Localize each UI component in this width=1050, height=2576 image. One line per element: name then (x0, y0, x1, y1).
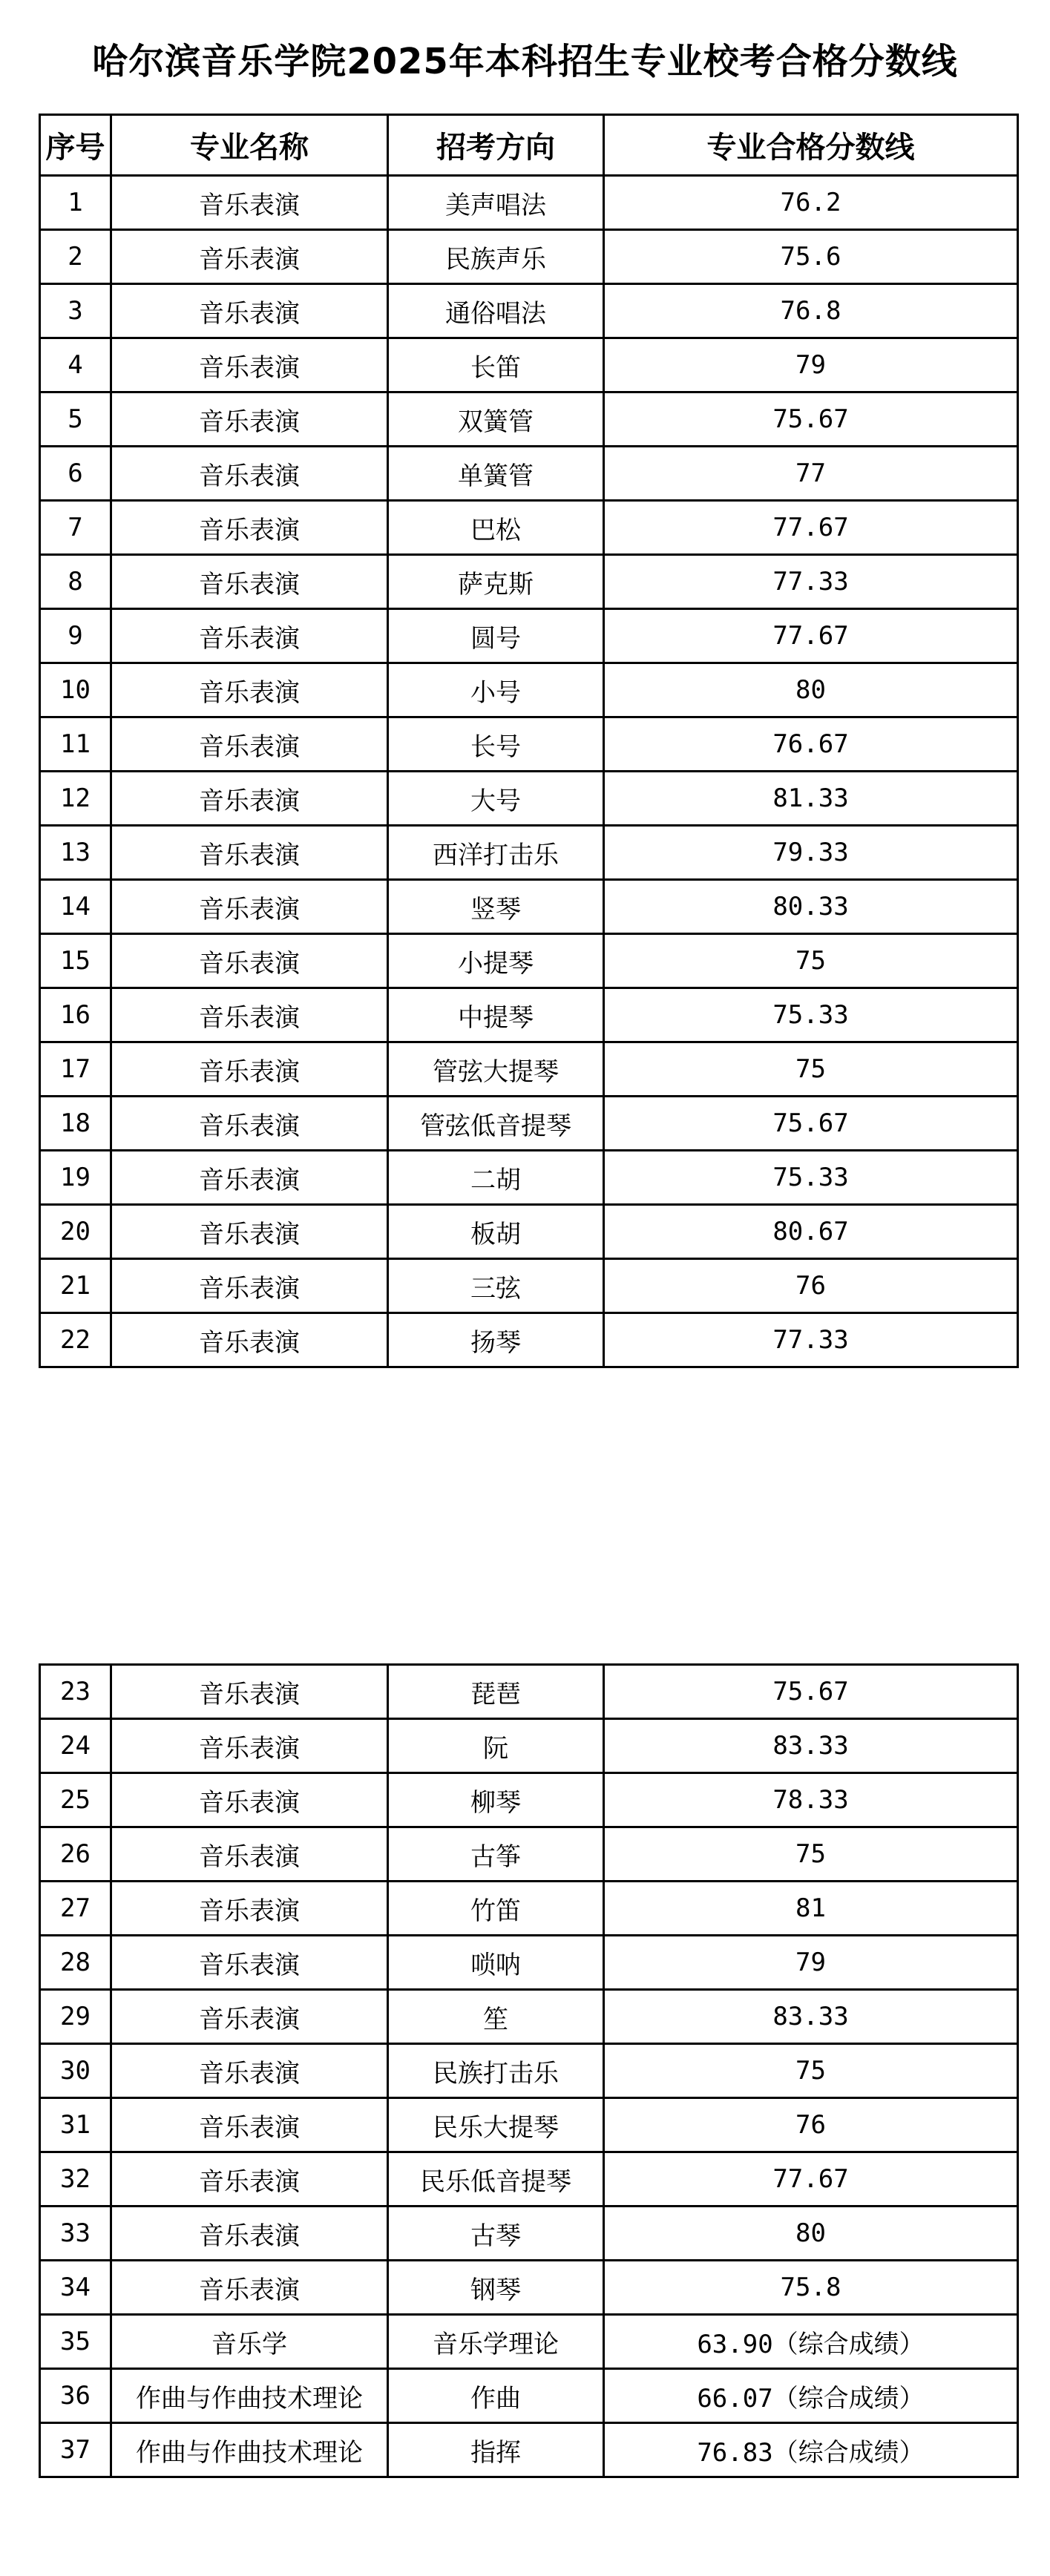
row-index: 26 (40, 1827, 111, 1882)
passing-score: 77.33 (604, 555, 1018, 609)
major-name: 音乐表演 (111, 1882, 388, 1936)
major-name: 音乐表演 (111, 663, 388, 717)
passing-score: 83.33 (604, 1990, 1018, 2044)
major-name: 音乐表演 (111, 338, 388, 392)
table-row (40, 501, 1018, 555)
table-row (40, 1990, 1018, 2044)
row-index: 21 (40, 1259, 111, 1313)
exam-direction: 双簧管 (388, 392, 604, 447)
exam-direction: 圆号 (388, 609, 604, 663)
table-row (40, 284, 1018, 338)
row-index: 30 (40, 2044, 111, 2098)
row-index: 7 (40, 501, 111, 555)
major-name: 音乐表演 (111, 284, 388, 338)
table-row (40, 1313, 1018, 1367)
exam-direction: 通俗唱法 (388, 284, 604, 338)
major-name: 音乐表演 (111, 2152, 388, 2207)
passing-score: 77.67 (604, 501, 1018, 555)
passing-score: 76.2 (604, 176, 1018, 230)
row-index: 22 (40, 1313, 111, 1367)
row-index: 10 (40, 663, 111, 717)
row-index: 11 (40, 717, 111, 772)
table-row (40, 555, 1018, 609)
exam-direction: 中提琴 (388, 988, 604, 1042)
table-row (40, 1827, 1018, 1882)
major-name: 音乐表演 (111, 447, 388, 501)
exam-direction: 民乐大提琴 (388, 2098, 604, 2152)
passing-score: 80.33 (604, 880, 1018, 934)
passing-score: 77 (604, 447, 1018, 501)
table-row (40, 230, 1018, 284)
exam-direction: 长笛 (388, 338, 604, 392)
passing-score: 75 (604, 1827, 1018, 1882)
document-title: 哈尔滨音乐学院2025年本科招生专业校考合格分数线 (92, 41, 958, 82)
major-name: 音乐表演 (111, 988, 388, 1042)
table-header-row (40, 115, 1018, 176)
exam-direction: 管弦大提琴 (388, 1042, 604, 1097)
major-name: 音乐表演 (111, 717, 388, 772)
row-index: 9 (40, 609, 111, 663)
exam-direction: 民族打击乐 (388, 2044, 604, 2098)
table-row (40, 1042, 1018, 1097)
passing-score: 63.90（综合成绩） (604, 2315, 1018, 2369)
row-index: 29 (40, 1990, 111, 2044)
passing-score: 80 (604, 663, 1018, 717)
row-index: 15 (40, 934, 111, 988)
exam-direction: 民族声乐 (388, 230, 604, 284)
row-index: 6 (40, 447, 111, 501)
passing-score: 66.07（综合成绩） (604, 2369, 1018, 2423)
exam-direction: 笙 (388, 1990, 604, 2044)
major-name: 音乐表演 (111, 1936, 388, 1990)
table-row (40, 392, 1018, 447)
major-name: 音乐表演 (111, 2207, 388, 2261)
passing-score: 77.33 (604, 1313, 1018, 1367)
table-row (40, 826, 1018, 880)
passing-score: 80.67 (604, 1205, 1018, 1259)
major-name: 音乐表演 (111, 230, 388, 284)
row-index: 19 (40, 1151, 111, 1205)
exam-direction: 古筝 (388, 1827, 604, 1882)
row-index: 27 (40, 1882, 111, 1936)
row-index: 3 (40, 284, 111, 338)
row-index: 2 (40, 230, 111, 284)
passing-score: 75.67 (604, 392, 1018, 447)
table-row (40, 176, 1018, 230)
passing-score: 77.67 (604, 2152, 1018, 2207)
row-index: 14 (40, 880, 111, 934)
row-index: 17 (40, 1042, 111, 1097)
major-name: 音乐表演 (111, 1665, 388, 1719)
exam-direction: 竖琴 (388, 880, 604, 934)
exam-direction: 美声唱法 (388, 176, 604, 230)
table-row (40, 2369, 1018, 2423)
passing-score: 75.67 (604, 1097, 1018, 1151)
passing-score: 77.67 (604, 609, 1018, 663)
exam-direction: 西洋打击乐 (388, 826, 604, 880)
passing-score: 76.8 (604, 284, 1018, 338)
exam-direction: 民乐低音提琴 (388, 2152, 604, 2207)
major-name: 音乐表演 (111, 826, 388, 880)
table-row (40, 2207, 1018, 2261)
row-index: 37 (40, 2423, 111, 2477)
major-name: 音乐表演 (111, 1990, 388, 2044)
table-row (40, 1665, 1018, 1719)
exam-direction: 二胡 (388, 1151, 604, 1205)
table-row (40, 1936, 1018, 1990)
passing-score: 75.67 (604, 1665, 1018, 1719)
major-name: 音乐表演 (111, 392, 388, 447)
major-name: 音乐表演 (111, 1773, 388, 1827)
exam-direction: 扬琴 (388, 1313, 604, 1367)
table-row (40, 1773, 1018, 1827)
major-name: 作曲与作曲技术理论 (111, 2369, 388, 2423)
major-name: 音乐表演 (111, 1205, 388, 1259)
passing-score: 76.67 (604, 717, 1018, 772)
row-index: 32 (40, 2152, 111, 2207)
table-row (40, 1151, 1018, 1205)
major-name: 音乐表演 (111, 2098, 388, 2152)
exam-direction: 单簧管 (388, 447, 604, 501)
row-index: 8 (40, 555, 111, 609)
header-index: 序号 (40, 115, 111, 176)
row-index: 28 (40, 1936, 111, 1990)
exam-direction: 长号 (388, 717, 604, 772)
row-index: 4 (40, 338, 111, 392)
table-row (40, 1719, 1018, 1773)
score-table-page-2 (39, 1663, 1019, 2478)
exam-direction: 巴松 (388, 501, 604, 555)
table-row (40, 1097, 1018, 1151)
row-index: 24 (40, 1719, 111, 1773)
exam-direction: 板胡 (388, 1205, 604, 1259)
passing-score: 79 (604, 1936, 1018, 1990)
major-name: 音乐表演 (111, 1719, 388, 1773)
table-row (40, 1882, 1018, 1936)
table-row (40, 663, 1018, 717)
major-name: 音乐表演 (111, 2044, 388, 2098)
exam-direction: 柳琴 (388, 1773, 604, 1827)
exam-direction: 小号 (388, 663, 604, 717)
row-index: 36 (40, 2369, 111, 2423)
major-name: 音乐学 (111, 2315, 388, 2369)
row-index: 25 (40, 1773, 111, 1827)
table-row (40, 609, 1018, 663)
exam-direction: 竹笛 (388, 1882, 604, 1936)
table-row (40, 988, 1018, 1042)
row-index: 13 (40, 826, 111, 880)
major-name: 音乐表演 (111, 555, 388, 609)
passing-score: 81 (604, 1882, 1018, 1936)
passing-score: 75.6 (604, 230, 1018, 284)
exam-direction: 指挥 (388, 2423, 604, 2477)
exam-direction: 阮 (388, 1719, 604, 1773)
passing-score: 79.33 (604, 826, 1018, 880)
row-index: 35 (40, 2315, 111, 2369)
major-name: 音乐表演 (111, 1097, 388, 1151)
passing-score: 75 (604, 2044, 1018, 2098)
passing-score: 78.33 (604, 1773, 1018, 1827)
header-major: 专业名称 (111, 115, 388, 176)
major-name: 音乐表演 (111, 2261, 388, 2315)
row-index: 34 (40, 2261, 111, 2315)
table-row (40, 2044, 1018, 2098)
row-index: 1 (40, 176, 111, 230)
table-row (40, 2261, 1018, 2315)
passing-score: 75.33 (604, 1151, 1018, 1205)
row-index: 5 (40, 392, 111, 447)
exam-direction: 作曲 (388, 2369, 604, 2423)
table-row (40, 934, 1018, 988)
passing-score: 81.33 (604, 772, 1018, 826)
major-name: 音乐表演 (111, 772, 388, 826)
table-row (40, 880, 1018, 934)
major-name: 音乐表演 (111, 1151, 388, 1205)
table-row (40, 1205, 1018, 1259)
major-name: 作曲与作曲技术理论 (111, 2423, 388, 2477)
table-row (40, 717, 1018, 772)
exam-direction: 萨克斯 (388, 555, 604, 609)
row-index: 33 (40, 2207, 111, 2261)
table-row (40, 1259, 1018, 1313)
row-index: 12 (40, 772, 111, 826)
exam-direction: 古琴 (388, 2207, 604, 2261)
passing-score: 76.83（综合成绩） (604, 2423, 1018, 2477)
major-name: 音乐表演 (111, 176, 388, 230)
row-index: 31 (40, 2098, 111, 2152)
table-row (40, 2152, 1018, 2207)
passing-score: 75.33 (604, 988, 1018, 1042)
passing-score: 76 (604, 1259, 1018, 1313)
exam-direction: 三弦 (388, 1259, 604, 1313)
exam-direction: 小提琴 (388, 934, 604, 988)
row-index: 18 (40, 1097, 111, 1151)
passing-score: 75.8 (604, 2261, 1018, 2315)
passing-score: 83.33 (604, 1719, 1018, 1773)
table-row (40, 2098, 1018, 2152)
passing-score: 80 (604, 2207, 1018, 2261)
row-index: 23 (40, 1665, 111, 1719)
exam-direction: 琵琶 (388, 1665, 604, 1719)
exam-direction: 管弦低音提琴 (388, 1097, 604, 1151)
table-row (40, 2315, 1018, 2369)
major-name: 音乐表演 (111, 880, 388, 934)
major-name: 音乐表演 (111, 501, 388, 555)
header-direction: 招考方向 (388, 115, 604, 176)
table-row (40, 2423, 1018, 2477)
passing-score: 75 (604, 1042, 1018, 1097)
passing-score: 76 (604, 2098, 1018, 2152)
exam-direction: 钢琴 (388, 2261, 604, 2315)
table-row (40, 772, 1018, 826)
exam-direction: 唢呐 (388, 1936, 604, 1990)
exam-direction: 音乐学理论 (388, 2315, 604, 2369)
exam-direction: 大号 (388, 772, 604, 826)
table-row (40, 338, 1018, 392)
header-score: 专业合格分数线 (604, 115, 1018, 176)
row-index: 20 (40, 1205, 111, 1259)
major-name: 音乐表演 (111, 1313, 388, 1367)
major-name: 音乐表演 (111, 609, 388, 663)
major-name: 音乐表演 (111, 1827, 388, 1882)
score-table-page-1 (39, 114, 1019, 1368)
table-row (40, 447, 1018, 501)
major-name: 音乐表演 (111, 1042, 388, 1097)
row-index: 16 (40, 988, 111, 1042)
major-name: 音乐表演 (111, 1259, 388, 1313)
passing-score: 79 (604, 338, 1018, 392)
major-name: 音乐表演 (111, 934, 388, 988)
passing-score: 75 (604, 934, 1018, 988)
